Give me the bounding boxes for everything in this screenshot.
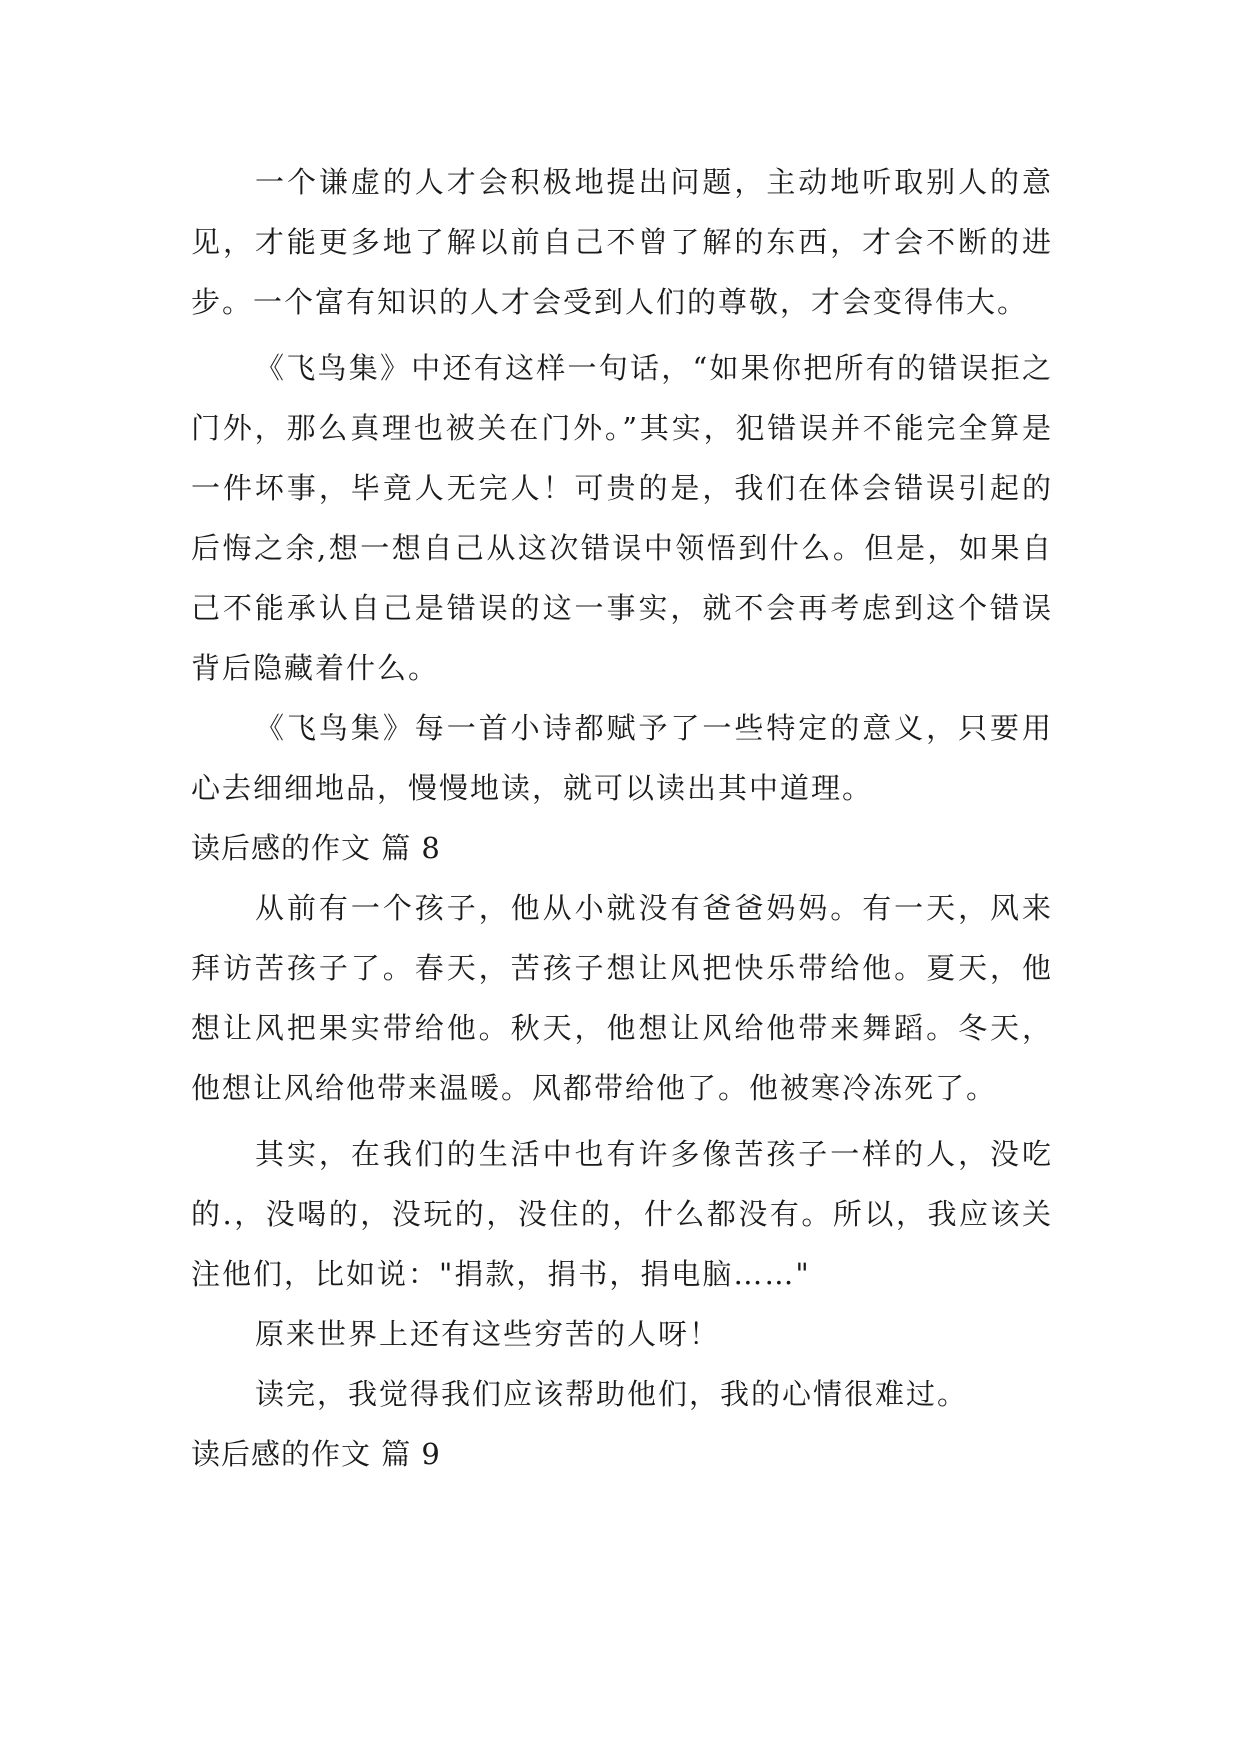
paragraph: 《飞鸟集》中还有这样一句话，“如果你把所有的错误拒之门外，那么真理也被关在门外。”其实，犯错误并不能完全算是一件坏事，毕竟人无完人！可贵的是，我们在体会错误引起的后悔之余,想一想自己从这次错误中领悟到什么。但是，如果自己不能承认自己是错误的这一事实，就不会再考虑到这个错误背后隐藏着什么。 [191, 351, 1053, 685]
paragraph: 原来世界上还有这些穷苦的人呀！ [255, 1317, 721, 1351]
paragraph: 一个谦虚的人才会积极地提出问题，主动地听取别人的意见，才能更多地了解以前自己不曾了解的东西，才会不断的进步。一个富有知识的人才会受到人们的尊敬，才会变得伟大。 [191, 165, 1053, 319]
document-page [191, 152, 1053, 1484]
section-heading: 读后感的作文 篇 8 [191, 831, 441, 865]
paragraph: 其实，在我们的生活中也有许多像苦孩子一样的人，没吃的.，没喝的，没玩的，没住的，什么都没有。所以，我应该关注他们，比如说："捐款，捐书，捐电脑……" [191, 1137, 1053, 1291]
section-heading: 读后感的作文 篇 9 [191, 1437, 441, 1471]
paragraph: 读完，我觉得我们应该帮助他们，我的心情很难过。 [255, 1377, 969, 1411]
paragraph: 从前有一个孩子，他从小就没有爸爸妈妈。有一天，风来拜访苦孩子了。春天，苦孩子想让风把快乐带给他。夏天，他想让风把果实带给他。秋天，他想让风给他带来舞蹈。冬天，他想让风给他带来温暖。风都带给他了。他被寒冷冻死了。 [191, 891, 1053, 1105]
paragraph: 《飞鸟集》每一首小诗都赋予了一些特定的意义，只要用心去细细地品，慢慢地读，就可以读出其中道理。 [191, 711, 1053, 805]
